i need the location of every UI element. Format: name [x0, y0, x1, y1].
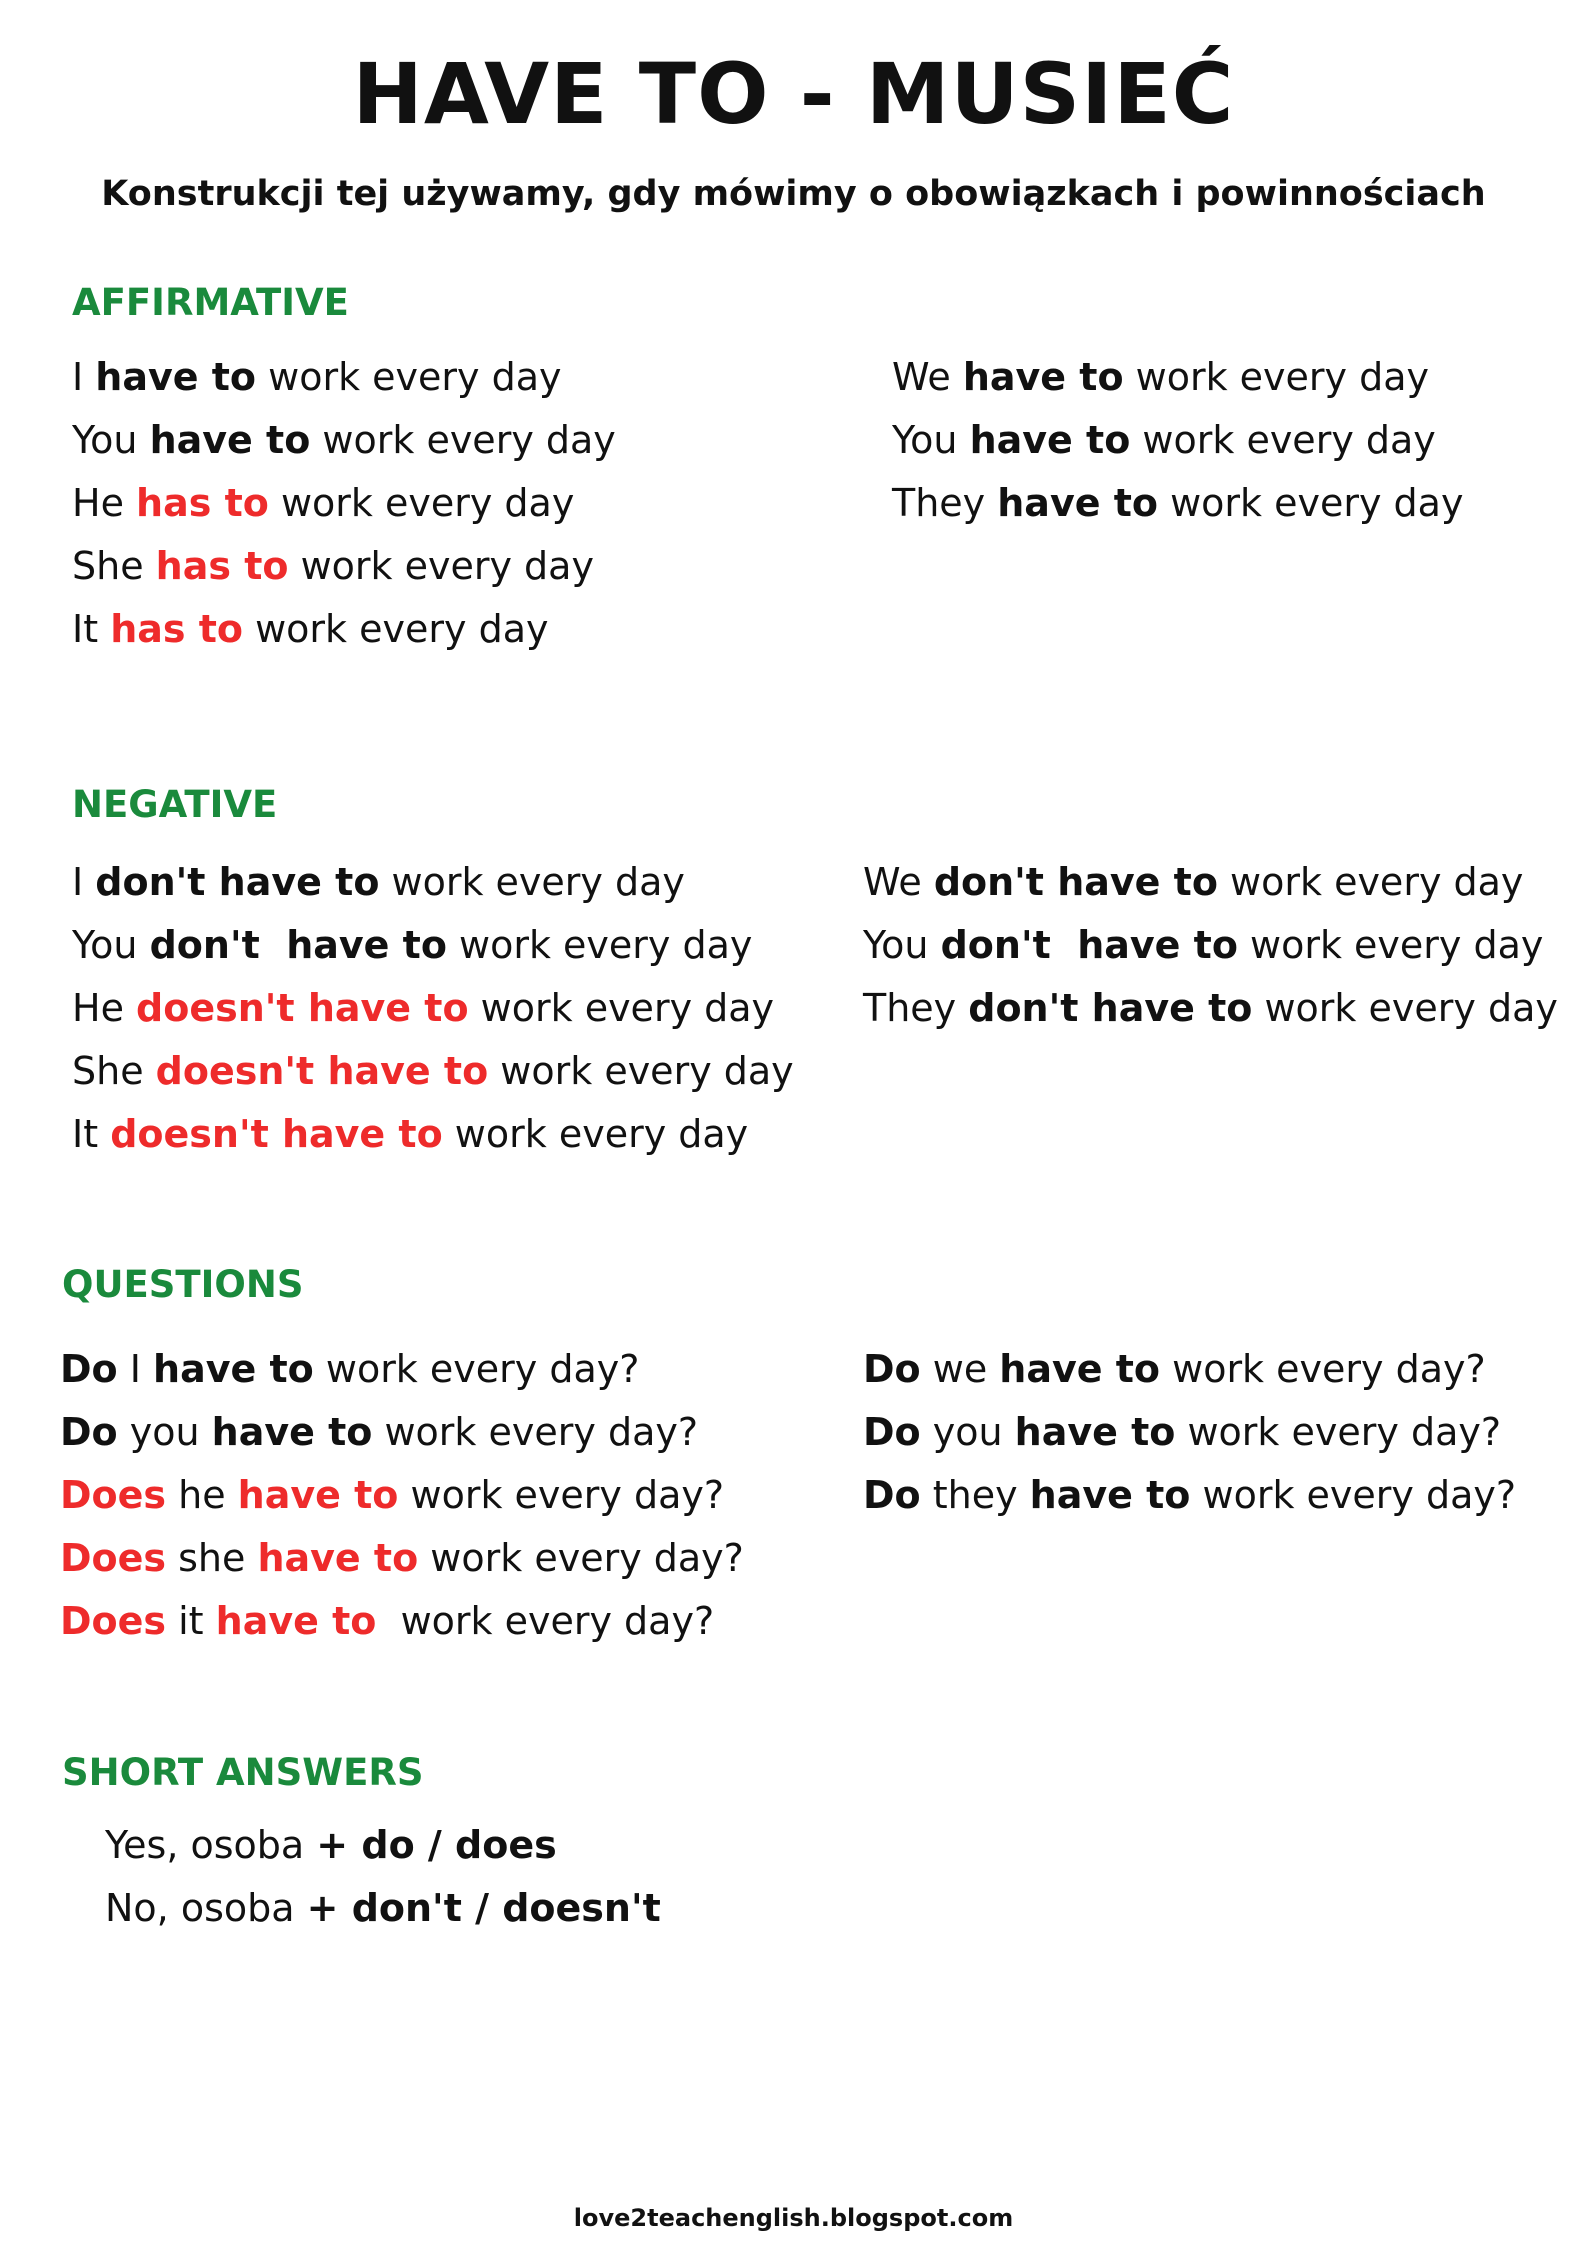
plain-text: you — [117, 1410, 212, 1454]
plain-text: work every day — [488, 1049, 794, 1093]
example-sentence — [105, 1814, 661, 1877]
plain-text: No, osoba — [105, 1886, 307, 1930]
bold-text: don't have to — [940, 923, 1238, 967]
bold-text: have to — [999, 1347, 1161, 1391]
bold-text: have to — [211, 1410, 373, 1454]
plain-text: She — [72, 1049, 156, 1093]
plain-text: work every day? — [1160, 1347, 1486, 1391]
bold-text: have to — [95, 355, 257, 399]
example-sentence — [72, 851, 794, 914]
bold-text: don't have to — [149, 923, 447, 967]
plain-text: Yes, osoba — [105, 1823, 317, 1867]
questions-column-singular — [60, 1338, 744, 1653]
bold-text: don't have to — [933, 860, 1218, 904]
example-sentence — [863, 1464, 1516, 1527]
plain-text: I — [72, 355, 96, 399]
example-sentence — [72, 598, 616, 661]
bold-text: Do — [863, 1347, 921, 1391]
plain-text: work every day? — [372, 1410, 699, 1454]
example-sentence — [863, 914, 1558, 977]
plain-text: work every day — [468, 986, 775, 1030]
plain-text: work every day — [310, 418, 616, 462]
example-sentence — [863, 1338, 1516, 1401]
plain-text: he — [166, 1473, 238, 1517]
bold-text: Do — [863, 1410, 921, 1454]
plain-text: She — [72, 544, 156, 588]
plain-text: work every day — [256, 355, 562, 399]
plain-text: work every day — [1158, 481, 1464, 525]
highlight-text: have to — [257, 1536, 419, 1580]
highlight-text: doesn't have to — [155, 1049, 489, 1093]
plain-text: He — [72, 481, 137, 525]
example-sentence — [892, 346, 1463, 409]
bold-text: have to — [997, 481, 1158, 525]
short-answers-column — [105, 1814, 661, 1940]
highlight-text: doesn't have to — [136, 986, 469, 1030]
highlight-text: has to — [110, 607, 244, 651]
plain-text: work every day? — [1190, 1473, 1517, 1517]
plain-text: work every day? — [418, 1536, 744, 1580]
example-sentence — [72, 409, 616, 472]
plain-text: You — [863, 923, 941, 967]
page-title: HAVE TO - MUSIEĆ — [352, 45, 1235, 143]
bold-text: have to — [153, 1347, 314, 1391]
plain-text: They — [892, 481, 998, 525]
example-sentence — [60, 1527, 744, 1590]
plain-text: work every day? — [313, 1347, 640, 1391]
highlight-text: has to — [155, 544, 289, 588]
example-sentence — [863, 1401, 1516, 1464]
bold-text: have to — [1014, 1410, 1176, 1454]
plain-text: she — [166, 1536, 258, 1580]
highlight-text: Does — [60, 1599, 167, 1643]
plain-text: work every day — [288, 544, 594, 588]
bold-text: have to — [1029, 1473, 1191, 1517]
section-heading-negative: NEGATIVE — [72, 783, 278, 826]
example-sentence — [60, 1464, 744, 1527]
example-sentence — [892, 472, 1463, 535]
example-sentence — [863, 977, 1558, 1040]
footer-url: love2teachenglish.blogspot.com — [573, 2204, 1014, 2232]
example-sentence — [72, 977, 794, 1040]
bold-text: Do — [60, 1347, 118, 1391]
plain-text: work every day — [446, 923, 753, 967]
highlight-text: Does — [60, 1536, 167, 1580]
example-sentence — [72, 472, 616, 535]
example-sentence — [72, 914, 794, 977]
affirmative-column-plural — [892, 346, 1463, 535]
plain-text: We — [863, 860, 934, 904]
bold-text: + don't / doesn't — [306, 1886, 661, 1930]
example-sentence — [60, 1401, 744, 1464]
example-sentence — [863, 851, 1558, 914]
bold-text: don't have to — [95, 860, 380, 904]
example-sentence — [105, 1877, 661, 1940]
highlight-text: Does — [60, 1473, 167, 1517]
plain-text: work every day — [379, 860, 685, 904]
section-heading-questions: QUESTIONS — [62, 1263, 304, 1306]
bold-text: + do / does — [316, 1823, 557, 1867]
plain-text: we — [920, 1347, 1000, 1391]
page-subtitle: Konstrukcji tej używamy, gdy mówimy o obowiązkach i powinnościach — [101, 174, 1486, 214]
plain-text: I — [117, 1347, 154, 1391]
plain-text: work every day — [1123, 355, 1430, 399]
example-sentence — [72, 1103, 794, 1166]
example-sentence — [892, 409, 1463, 472]
plain-text: they — [920, 1473, 1030, 1517]
example-sentence — [60, 1590, 744, 1653]
plain-text: work every day — [243, 607, 549, 651]
plain-text: work every day — [1130, 418, 1436, 462]
plain-text: We — [892, 355, 963, 399]
section-heading-short-answers: SHORT ANSWERS — [62, 1751, 424, 1794]
questions-column-plural — [863, 1338, 1516, 1527]
plain-text: It — [72, 1112, 111, 1156]
example-sentence — [72, 535, 616, 598]
plain-text: you — [920, 1410, 1015, 1454]
highlight-text: doesn't have to — [110, 1112, 443, 1156]
negative-column-plural — [863, 851, 1558, 1040]
bold-text: Do — [60, 1410, 118, 1454]
bold-text: have to — [149, 418, 311, 462]
plain-text: work every day? — [398, 1473, 725, 1517]
plain-text: You — [892, 418, 970, 462]
bold-text: have to — [969, 418, 1131, 462]
plain-text: I — [72, 860, 96, 904]
affirmative-column-singular — [72, 346, 616, 661]
plain-text: You — [72, 418, 150, 462]
plain-text: work every day? — [376, 1599, 715, 1643]
highlight-text: has to — [136, 481, 269, 525]
plain-text: work every day — [268, 481, 575, 525]
example-sentence — [60, 1338, 744, 1401]
plain-text: it — [166, 1599, 216, 1643]
bold-text: Do — [863, 1473, 921, 1517]
highlight-text: have to — [237, 1473, 399, 1517]
plain-text: work every day? — [1175, 1410, 1502, 1454]
plain-text: He — [72, 986, 137, 1030]
plain-text: work every day — [1252, 986, 1558, 1030]
plain-text: You — [72, 923, 150, 967]
bold-text: have to — [962, 355, 1124, 399]
plain-text: work every day — [1237, 923, 1544, 967]
plain-text: work every day — [1217, 860, 1524, 904]
section-heading-affirmative: AFFIRMATIVE — [72, 281, 349, 324]
plain-text: They — [863, 986, 969, 1030]
bold-text: don't have to — [968, 986, 1253, 1030]
example-sentence — [72, 346, 616, 409]
highlight-text: have to — [215, 1599, 377, 1643]
example-sentence — [72, 1040, 794, 1103]
negative-column-singular — [72, 851, 794, 1166]
plain-text: work every day — [442, 1112, 749, 1156]
plain-text: It — [72, 607, 111, 651]
